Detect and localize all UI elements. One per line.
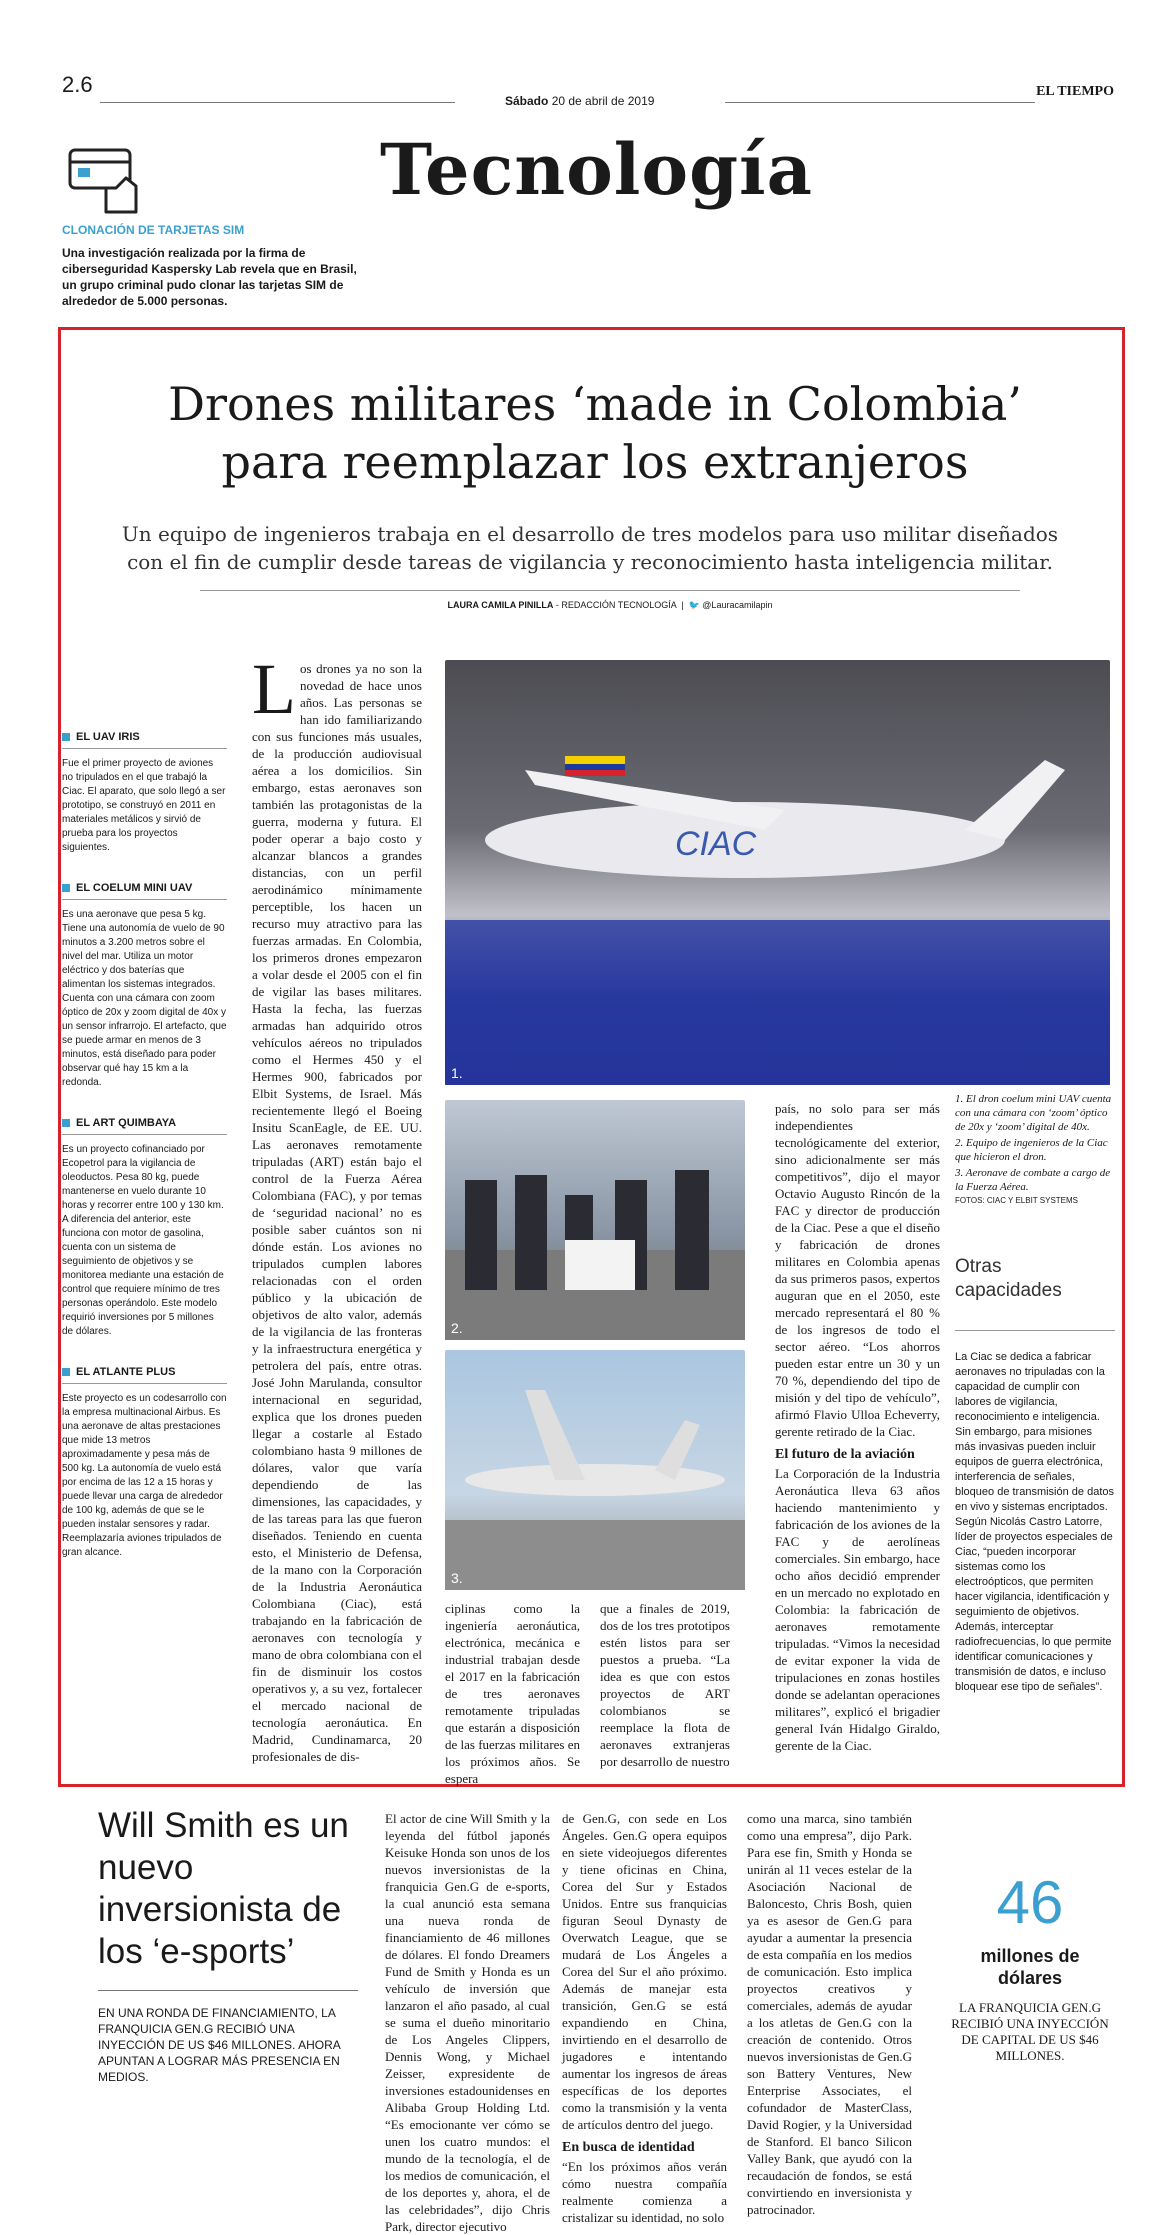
section-title: Tecnología [380,128,813,211]
sidebar-item-text: Este proyecto es un codesarrollo con la empresa multinacional Airbus. Es una aeronave de altas prestaciones que mide 13 metros aproximadamente y pesa más de 500 kg. La autonomía de vuelo está por encima de las 12 a 15 horas y puede llevar una carga de alrededor de 100 kg, además de que se le pueden instalar sensores y radar. Reemplazaría aviones tripulados de gran alcance. [62,1393,227,1558]
photo-drone-model [445,660,1110,1085]
column-1-text: os drones ya no son la novedad de hace unos años. Las personas se han ido familiarizando con sus funciones más usuales, de la producción audiovisual aérea a los domicilios. Sin embargo, estas aeronaves son también las protagonistas de la guerra, moderna y futura. El poder operar a bajo costo y alcanzar blancos a grandes distancias, con un perfil aerodinámico mínimamente perceptible, los hacen un recurso muy atractivo para las fuerzas armadas. En Colombia, los primeros drones empezaron a volar desde el 2005 con el fin de vigilar las bases militares. Hasta la fecha, las fuerzas armadas han adquirido otros vehículos aéreos no tripulados como el Hermes 450 y el Hermes 900, fabricados por Elbit Systems, de Israel. Más recientemente llegó el Boeing Insitu ScanEagle, de EE. UU. Las aeronaves remotamente tripuladas (ART) están bajo el control de la Fuerza Aérea Colombiana (FAC), y por temas de ‘seguridad nacional’ no es posible saber cuántos son ni dónde están. Los aviones no tripulados cumplen labores relacionadas con el orden público y la ubicación de objetivos de alto valor, además de la vigilancia de las fronteras y la infraestructura energética y petrolera del país, entre otras. José John Marulanda, consultor internacional en seguridad, explica que los drones pueden llegar a costarle al Estado colombiano hasta 9 millones de dólares, valor que varía dependiendo de las dimensiones, las capacidades, y de las tareas para las que fueron diseñados. Teniendo en cuenta esto, el Ministerio de Defensa, de la mano con la Corporación de la Industria Aeronáutica Colombiana (Ciac), está trabajando en la fabricación de aeronaves con tecnología y mano de obra colombiana con el fin de disminuir los costos operativos y, a su vez, fortalecer el mercado nacional de tecnología aeronáutica. En Madrid, Cundinamarca, 20 profesionales de dis- [252,661,422,1764]
sidebar-item [62,1116,227,1339]
stat-number: 46 [996,1869,1064,1936]
box-title-line-2: capacidades [955,1280,1062,1301]
column-4-text-b: La Corporación de la Industria Aeronáutica lleva 63 años haciendo mantenimiento y fabricación de los aviones de la FAC y de aerolíneas comerciales. Sin embargo, hace ocho años decidió emprender en un mercado no explotado en Colombia: la fabricación de aeronaves remotamente tripuladas. “Vimos la necesidad de evitar exponer la vida de tripulaciones en zonas hostiles donde se adelantan operaciones militares”, explicó el brigadier general Iván Hidalgo Giraldo, gerente de la Ciac. [775,1466,940,1753]
date-rest: 20 de abril de 2019 [551,94,655,108]
caption-item: 1. El dron coelum mini UAV cuenta con una cámara con ‘zoom’ óptico de 20x y ‘zoom’ digital de 40x. [955,1093,1112,1133]
willsmith-column-1: El actor de cine Will Smith y la leyenda del fútbol japonés Keisuke Honda son unos de los nuevos inversionistas de la franquicia Gen.G de e-sports, la cual anunció esta semana una nueva ronda de financiamiento de 46 millones de dólares. El fondo Dreamers Fund de Smith y Honda es un vehículo de inversión que lanzaron el año pasado, al cual se suma el dueño minoritario de Los Angeles Clippers, Dennis Wong, y Michael Zeisser, expresidente de inversiones estadounidenses en Alibaba Group Holding Ltd. “Es emocionante ver cómo se unen los cuatro mundos: el mundo de la tecnología, el de los medios de comunicación, el de los deportes y, ahora, el de las celebridades”, dijo Chris Park, director ejecutivo [385,1811,550,2234]
sidebar-item-text: Es una aeronave que pesa 5 kg. Tiene una autonomía de vuelo de 90 minutos a 3.200 metros sobre el nivel del mar. Utiliza un motor eléctrico y dos baterías que alimentan los sistemas integrados. Cuenta con una cámara con zoom óptico de 20x y zoom digital de 40x y un sensor infrarrojo. El artefacto, que se puede armar en menos de 3 minutos, está diseñado para poder observar qué hay 15 km a la redonda. [62,909,227,1088]
brief-kicker: CLONACIÓN DE TARJETAS SIM [62,223,245,237]
article-headline [80,375,1110,491]
brief-text: Una investigación realizada por la firma de ciberseguridad Kaspersky Lab revela que en Brasil, un grupo criminal pudo clonar las tarjetas SIM de alrededor de 5.000 personas. [62,246,357,308]
box-text: La Ciac se dedica a fabricar aeronaves no tripuladas con la capacidad de cumplir con labores de vigilancia, reconocimiento e inteligencia. Sin embargo, para misiones más invasivas pueden incluir equipos de guerra electrónica, interferencia de señales, bloqueo de transmisión de datos en vivo y sistemas encriptados. Según Nicolás Castro Latorre, líder de proyectos especiales de Ciac, “pueden incorporar sistemas como los electroópticos, que permiten hacer vigilancia, identificación y seguimiento de objetivos. Además, interceptar radiofrecuencias, lo que permite identificar comunicaciones y transmisión de datos, e incluso bloquear ese tipo de señales”. [955,1351,1114,1693]
article-column-4 [775,1100,940,1753]
sidebar-title-text: EL UAV IRIS [76,731,140,743]
newspaper-name: EL TIEMPO [1036,84,1114,99]
date-day: Sábado [505,94,549,108]
byline-name: LAURA CAMILA PINILLA [447,600,554,610]
article-column-1 [252,649,422,1764]
caption-item: 2. Equipo de ingenieros de la Ciac que hicieron el dron. [955,1137,1108,1163]
header-rule-right [725,102,1035,103]
sidebar-item [62,730,227,855]
byline: LAURA CAMILA PINILLA - REDACCIÓN TECNOLOGÍA | 🐦 @Lauracamilapin [447,600,773,610]
sidebar-item [62,1365,227,1560]
byline-role: - REDACCIÓN TECNOLOGÍA [553,600,677,610]
bullet-square-icon [62,1368,70,1376]
willsmith-subhead: En busca de identidad [562,2140,695,2155]
page-number: 2.6 [62,72,93,97]
caption-item: 3. Aeronave de combate a cargo de la Fuerza Aérea. [955,1167,1111,1193]
sidebar-title-text: EL COELUM MINI UAV [76,882,193,894]
bullet-square-icon [62,884,70,892]
article-deck: Un equipo de ingenieros trabaja en el desarrollo de tres modelos para uso militar diseñados con el fin de cumplir desde tareas de vigilancia y reconocimiento hasta inteligencia militar. [121,522,1059,574]
stat-unit: millones de dólares [980,1946,1080,1988]
column-4-subhead: El futuro de la aviación [775,1447,915,1462]
photo-captions [955,1092,1120,1207]
credit-card-icon [66,142,146,222]
byline-twitter[interactable]: @Lauracamilapin [702,600,773,610]
column-4-text-a: país, no solo para ser más independientes tecnológicamente del exterior, sino adicionalmente ser más competitivos”, dijo el mayor Octavio Augusto Rincón de la FAC y director de producción de la Ciac. Pese a que el diseño y fabricación de drones militares en Colombia apenas da sus primeros pasos, expertos auguran que en el 2050, este mercado representará el 80 % de los ingresos de todo el sector aéreo. “Los ahorros pueden estar entre un 30 y un 70 %, dependiendo del tipo de misión y del tipo de vehículo”, afirmó Flavio Ulloa Echeverry, gerente retirado de la Ciac. [775,1101,940,1439]
drone-illustration [445,660,1110,1085]
photo-number: 2. [451,1320,463,1336]
combat-drone-illustration [445,1350,745,1590]
sidebar [62,730,227,1586]
headline-line-1: Drones militares ‘made in Colombia’ [168,377,1022,431]
willsmith-rule [98,1990,358,1991]
willsmith-column-2-text: de Gen.G, con sede en Los Ángeles. Gen.G opera equipos en siete videojuegos diferentes y tiene oficinas en China, Corea del Sur y Estados Unidos. Entre sus franquicias figuran Seoul Dynasty de Overwatch League, que se mudará de Los Ángeles a Corea del Sur el año próximo. Además de manejar esta transición, Gen.G se está expandiendo en China, invirtiendo en el desarrollo de jugadores e intentando aumentar los ingresos de áreas específicas de los deportes como la transmisión y la venta de artículos dentro del juego. [562,1811,727,2132]
photo-engineering-team [445,1100,745,1340]
box-title [955,1255,1062,1303]
sidebar-item-title [62,1116,227,1135]
photo-credit: FOTOS: CIAC Y ELBIT SYSTEMS [955,1196,1078,1205]
sidebar-item [62,881,227,1090]
box-title-line-1: Otras [955,1256,1002,1277]
headline-line-2: para reemplazar los extranjeros [221,435,969,489]
team-illustration [445,1100,745,1340]
photo-label: CIAC [675,825,757,863]
photo-number: 1. [451,1065,463,1081]
sidebar-item-title [62,881,227,900]
willsmith-deck: EN UNA RONDA DE FINANCIAMIENTO, LA FRANQUICIA GEN.G RECIBIÓ UNA INYECCIÓN DE US $46 MILLONES. AHORA APUNTAN A LOGRAR MÁS PRESENCIA EN MEDIOS. [98,2006,341,2084]
stat-text: LA FRANQUICIA GEN.G RECIBIÓ UNA INYECCIÓN DE CAPITAL DE US $46 MILLONES. [951,2000,1109,2063]
byline-rule [200,590,1020,591]
article-column-2: ciplinas como la ingeniería aeronáutica, electrónica, mecánica e industrial trabajan desde el 2017 en la fabricación de tres aeronaves remotamente tripuladas que estarán a disposición de las fuerzas militares en los próximos años. Se espera [445,1601,580,1786]
twitter-icon: 🐦 [688,600,700,610]
sidebar-item-title [62,1365,227,1384]
sidebar-title-text: EL ART QUIMBAYA [76,1117,177,1129]
willsmith-column-2-text-b: “En los próximos años verán cómo nuestra compañía realmente comienza a cristalizar su identidad, no solo [562,2159,727,2225]
dropcap: L [252,649,296,729]
header-rule-left [100,102,455,103]
box-rule [955,1330,1115,1331]
sidebar-item-title [62,730,227,749]
photo-combat-drone [445,1350,745,1590]
bullet-square-icon [62,1119,70,1127]
willsmith-headline: Will Smith es un nuevo inversionista de los ‘e-sports’ [98,1806,349,1971]
willsmith-column-2 [562,1810,727,2225]
sidebar-item-text: Es un proyecto cofinanciado por Ecopetrol para la vigilancia de oleoductos. Pesa 80 kg, puede mantenerse en vuelo durante 10 horas y recorrer entre 100 y 130 km. A diferencia del anterior, este funciona con motor de gasolina, cuenta con un sistema de seguimiento de objetivos y se monitorea mediante una estación de control que requiere mínimo de tres personas operándolo. Este modelo requirió inversiones por 5 millones de dólares. [62,1144,224,1337]
photo-number: 3. [451,1570,463,1586]
willsmith-column-3: como una marca, sino también como una empresa”, dijo Park. Para ese fin, Smith y Honda se unirán al 11 veces estelar de la Asociación Nacional de Baloncesto, Chris Bosh, quien ya es asesor de Gen.G para ayudar a aumentar la presencia de esta compañía en los medios de comunicación. Esto implica proyectos creativos y comerciales, además de ayudar a los atletas de Gen.G con la creación de contenido. Otros nuevos inversionistas de Gen.G son Battery Ventures, New Enterprise Associates, el cofundador de MasterClass, David Rogier, y la Universidad de Stanford. El banco Silicon Valley Bank, que ayudó con la recaudación de fondos, se está convirtiendo en inversionista y patrocinador. [747,1811,912,2217]
sidebar-title-text: EL ATLANTE PLUS [76,1366,176,1378]
bullet-square-icon [62,733,70,741]
issue-date [505,94,654,108]
article-column-3: que a finales de 2019, dos de los tres prototipos estén listos para ser puestos a prueba. “La idea es que con estos proyectos de ART colombianos se reemplace la flota de aeronaves extranjeras por desarrollo de nuestro [600,1601,730,1769]
sidebar-item-text: Fue el primer proyecto de aviones no tripulados en el que trabajó la Ciac. El aparato, que solo llegó a ser prototipo, se construyó en 2011 en materiales metálicos y sirvió de prueba para los proyectos siguientes. [62,758,226,853]
